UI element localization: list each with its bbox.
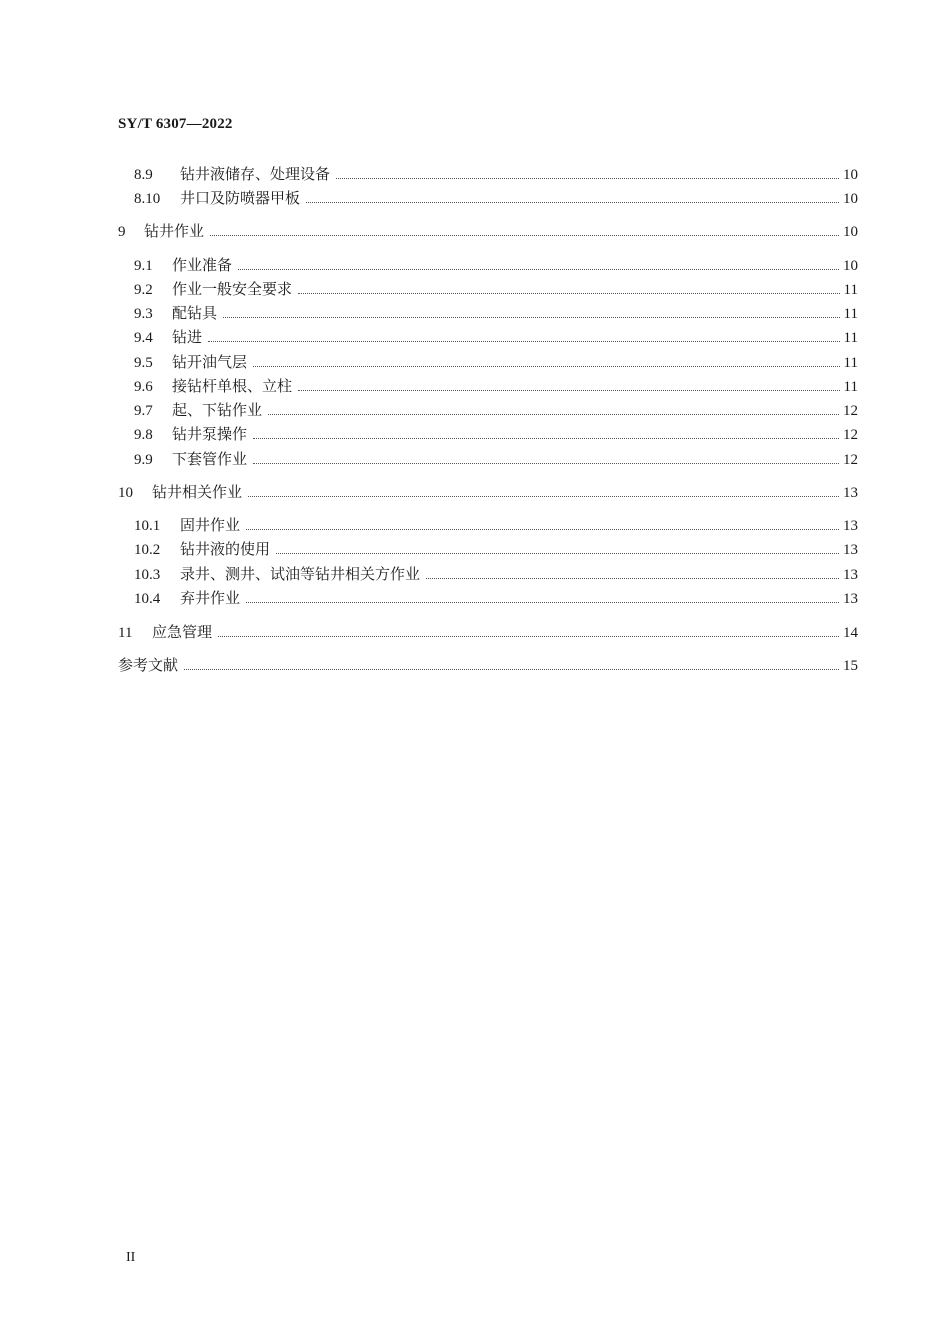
toc-entry[interactable] (134, 164, 858, 184)
toc-leader-dots (298, 389, 840, 391)
toc-entry-title: 钻井泵操作 (172, 425, 248, 443)
toc-entry-number: 10.2 (134, 542, 161, 558)
toc-entry-number: 9.4 (134, 330, 153, 346)
toc-leader-dots (208, 340, 840, 342)
toc-entry-title: 应急管理 (152, 623, 213, 641)
toc-leader-dots (246, 528, 839, 530)
toc-leader-dots (253, 437, 839, 439)
toc-entry-number: 9.1 (134, 258, 153, 274)
toc-leader-dots (253, 462, 839, 464)
toc-entry[interactable] (134, 188, 858, 208)
toc-entry-number: 11 (118, 625, 133, 641)
toc-entry-page: 13 (843, 518, 858, 534)
toc-leader-dots (210, 234, 839, 236)
toc-entry-title: 弃井作业 (180, 589, 241, 607)
toc-entry[interactable] (134, 515, 858, 535)
toc-entry-number: 10.4 (134, 591, 161, 607)
toc-entry-title: 钻井相关作业 (152, 483, 243, 501)
toc-entry-page: 14 (843, 625, 858, 641)
toc-entry-page: 11 (843, 379, 858, 395)
toc-entry-page: 15 (843, 658, 858, 674)
toc-entry-title: 固井作业 (180, 516, 241, 534)
toc-entry-number: 9.2 (134, 282, 153, 298)
toc-entry-number: 8.10 (134, 191, 161, 207)
toc-entry-number: 9.8 (134, 427, 153, 443)
toc-entry[interactable] (134, 327, 858, 347)
toc-entry[interactable] (134, 376, 858, 396)
toc-entry-title: 钻开油气层 (172, 353, 248, 371)
toc-leader-dots (246, 601, 839, 603)
toc-entry[interactable] (134, 449, 858, 469)
toc-entry-title: 接钻杆单根、立柱 (172, 377, 293, 395)
toc-leader-dots (218, 635, 839, 637)
toc-entry-title: 参考文献 (118, 656, 179, 674)
toc-entry-title: 作业一般安全要求 (172, 280, 293, 298)
toc-entry-page: 12 (843, 403, 858, 419)
toc-entry-number: 10.3 (134, 567, 161, 583)
toc-entry-page: 13 (843, 567, 858, 583)
toc-entry-number: 9 (118, 224, 126, 240)
toc-entry-page: 13 (843, 591, 858, 607)
toc-entry-page: 10 (843, 224, 858, 240)
toc-entry[interactable] (118, 482, 858, 502)
toc-entry-page: 13 (843, 485, 858, 501)
toc-entry-page: 12 (843, 452, 858, 468)
toc-entry-title: 起、下钻作业 (172, 401, 263, 419)
toc-entry[interactable] (134, 303, 858, 323)
toc-entry-page: 10 (843, 167, 858, 183)
toc-entry[interactable] (134, 424, 858, 444)
toc-entry-number: 9.9 (134, 452, 153, 468)
toc-entry-number: 9.3 (134, 306, 153, 322)
toc-leader-dots (336, 177, 839, 179)
toc-leader-dots (248, 495, 839, 497)
toc-entry-page: 11 (843, 282, 858, 298)
toc-entry-title: 录井、测井、试油等钻井相关方作业 (180, 565, 421, 583)
toc-leader-dots (276, 552, 839, 554)
toc-entry-title: 下套管作业 (172, 450, 248, 468)
toc-entry-title: 作业准备 (172, 256, 233, 274)
page-number-footer: II (126, 1250, 136, 1265)
toc-entry[interactable] (134, 352, 858, 372)
toc-entry-number: 10 (118, 485, 133, 501)
toc-entry-title: 钻井液的使用 (180, 540, 271, 558)
toc-entry[interactable] (118, 655, 858, 675)
toc-entry-page: 12 (843, 427, 858, 443)
toc-leader-dots (238, 268, 839, 270)
toc-entry[interactable] (134, 255, 858, 275)
toc-entry-number: 10.1 (134, 518, 161, 534)
toc-entry-title: 钻井液储存、处理设备 (180, 165, 331, 183)
toc-leader-dots (426, 577, 839, 579)
toc-entry-title: 钻进 (172, 328, 203, 346)
toc-entry[interactable] (118, 221, 858, 241)
toc-entry[interactable] (134, 564, 858, 584)
toc-entry-title: 钻井作业 (144, 222, 205, 240)
toc-entry[interactable] (134, 279, 858, 299)
toc-entry-page: 10 (843, 258, 858, 274)
toc-entry-number: 9.7 (134, 403, 153, 419)
toc-entry-number: 9.5 (134, 355, 153, 371)
toc-leader-dots (184, 668, 839, 670)
toc-entry-page: 13 (843, 542, 858, 558)
toc-entry[interactable] (118, 622, 858, 642)
toc-entry-number: 8.9 (134, 167, 153, 183)
toc-entry-title: 配钻具 (172, 304, 218, 322)
toc-entry[interactable] (134, 588, 858, 608)
toc-leader-dots (253, 365, 840, 367)
toc-entry-page: 11 (843, 330, 858, 346)
toc-entry-page: 10 (843, 191, 858, 207)
toc-leader-dots (306, 201, 839, 203)
toc-entry-title: 井口及防喷器甲板 (180, 189, 301, 207)
toc-entry-number: 9.6 (134, 379, 153, 395)
toc-entry[interactable] (134, 400, 858, 420)
toc-entry-page: 11 (843, 355, 858, 371)
toc-leader-dots (223, 316, 840, 318)
toc-leader-dots (298, 292, 840, 294)
document-id-header: SY/T 6307—2022 (118, 116, 233, 132)
toc-leader-dots (268, 413, 839, 415)
toc-entry[interactable] (134, 539, 858, 559)
toc-entry-page: 11 (843, 306, 858, 322)
